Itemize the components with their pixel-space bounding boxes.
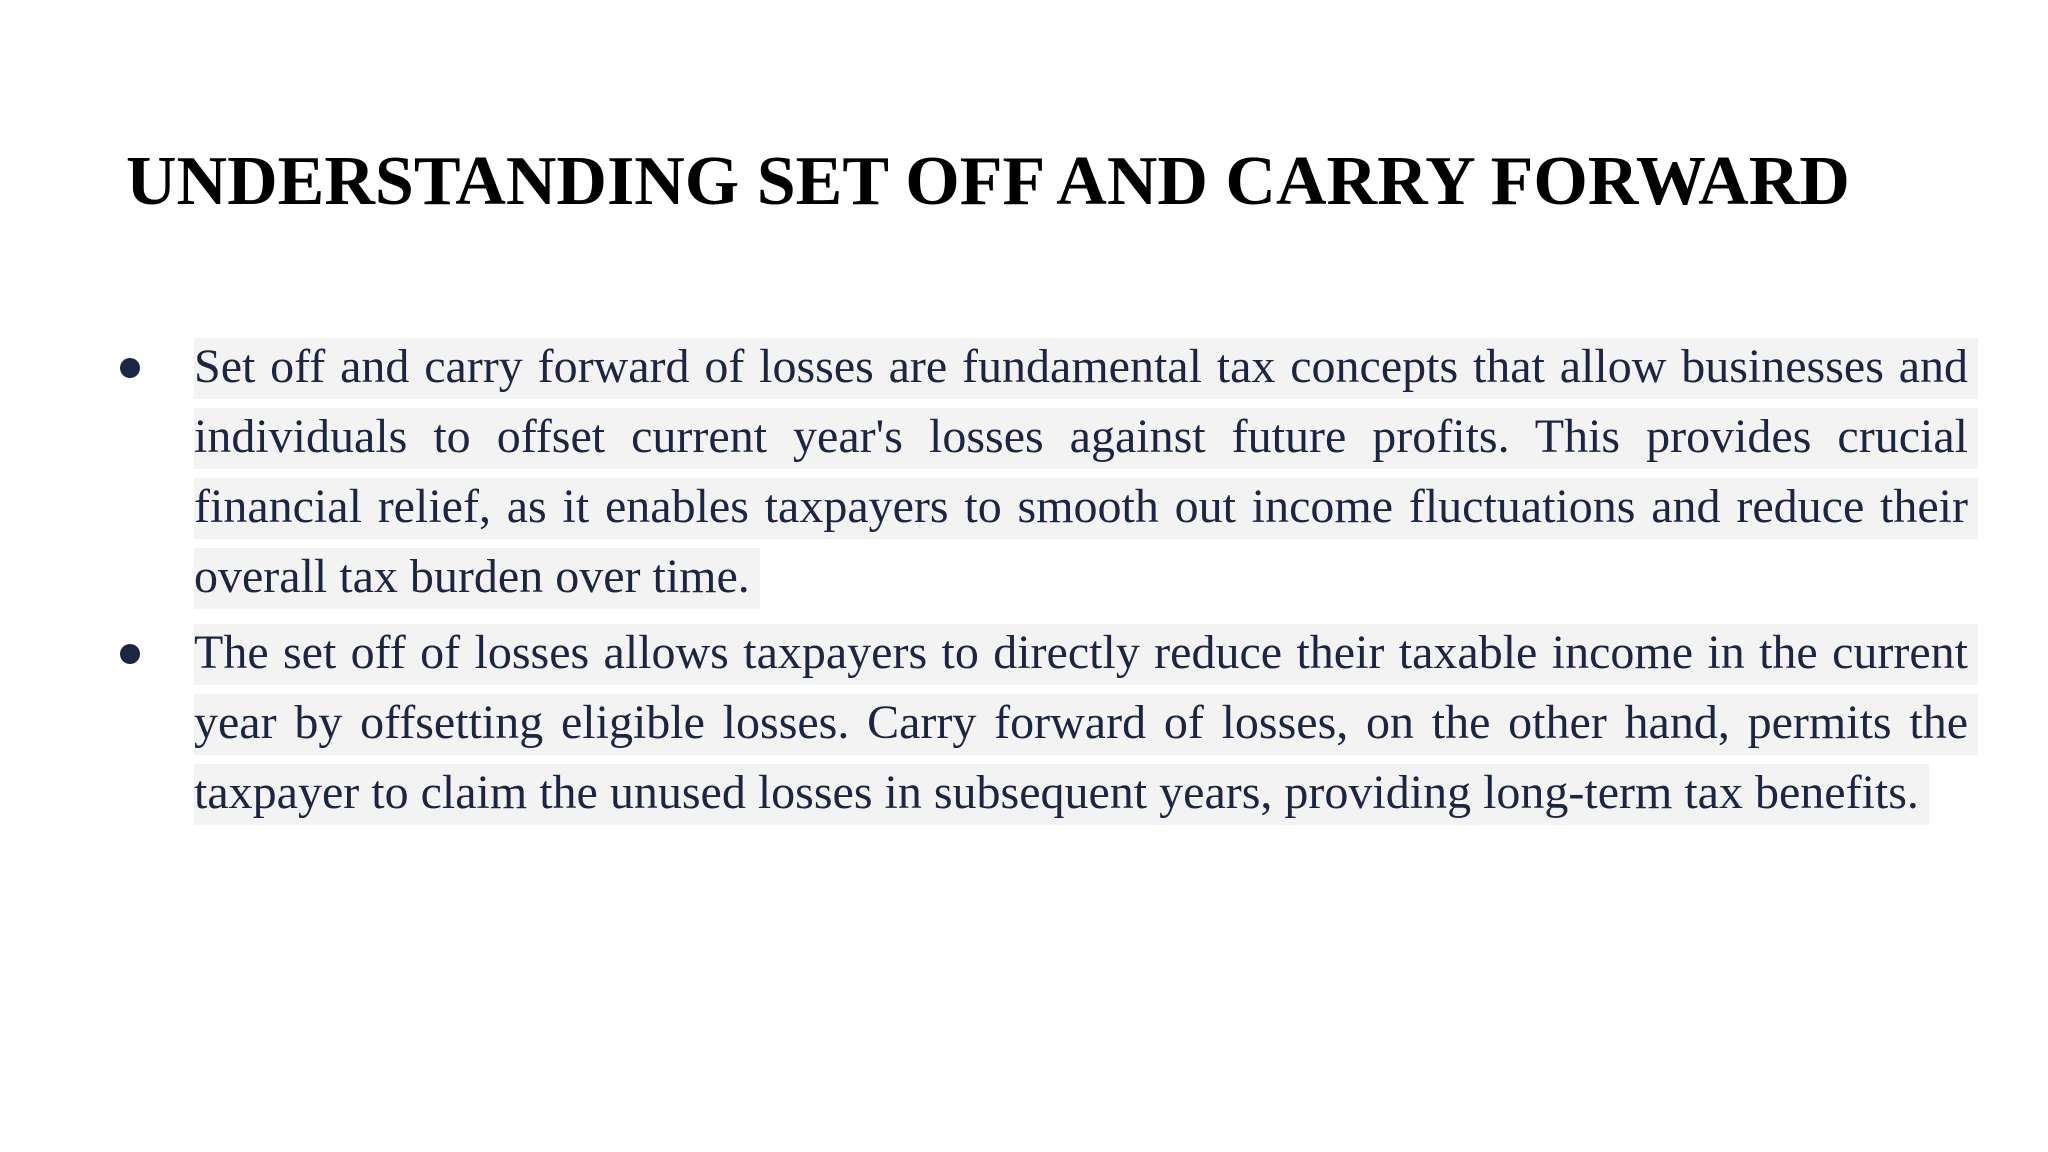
bullet-dot-icon (120, 644, 140, 664)
bullet-list (120, 332, 1978, 834)
page-title: UNDERSTANDING SET OFF AND CARRY FORWARD (126, 143, 1850, 220)
list-item (120, 332, 1978, 612)
bullet-text-content: Set off and carry forward of losses are fundamental tax concepts that allow businesses and individuals to offset current year's losses against future profits. This provides crucial financial relief, as it enables taxpayers to smooth out income fluctuations and reduce their overall tax burden over time. (194, 338, 1978, 609)
bullet-dot-icon (120, 358, 140, 378)
bullet-text (194, 332, 1978, 612)
list-item (120, 618, 1978, 828)
bullet-text-content: The set off of losses allows taxpayers to directly reduce their taxable income in the current year by offsetting eligible losses. Carry forward of losses, on the other hand, permits the taxpayer to claim the unused losses in subsequent years, providing long-term tax benefits. (194, 624, 1978, 825)
bullet-text (194, 618, 1978, 828)
